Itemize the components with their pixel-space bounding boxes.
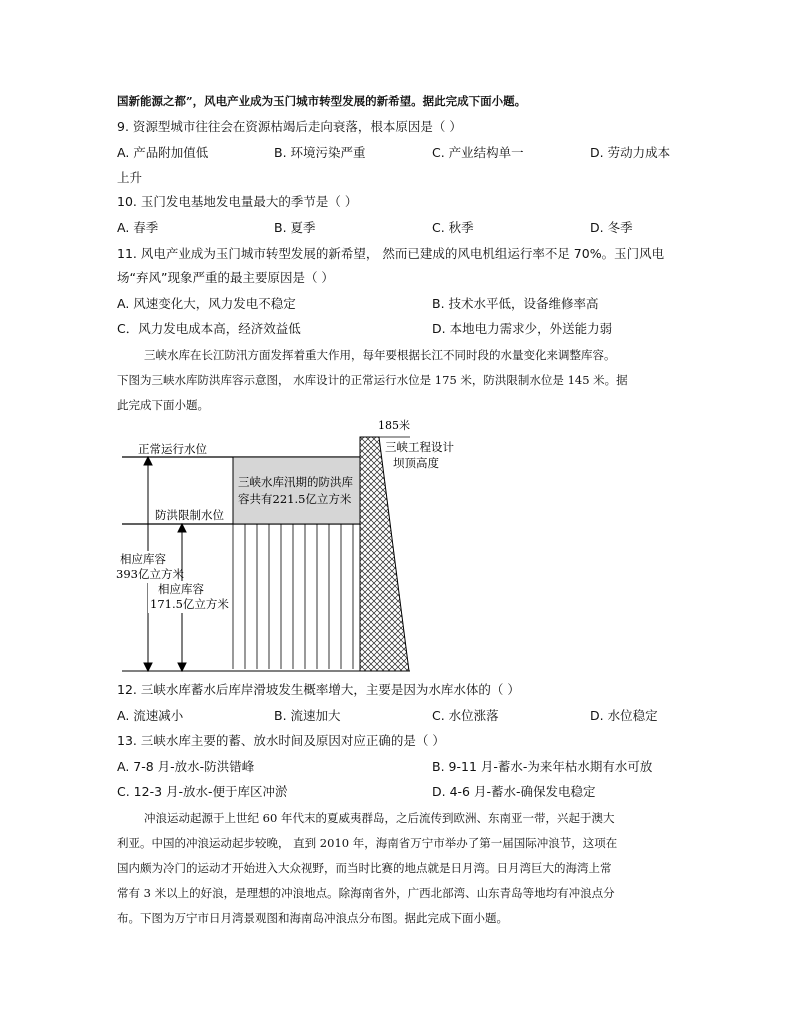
label-flood-limit: 防洪限制水位 xyxy=(155,508,224,522)
dam-body xyxy=(360,437,409,671)
intro-tail-text: 国新能源之都”，风电产业成为玉门城市转型发展的新希望。据此完成下面小题。 xyxy=(117,94,527,108)
passage3-line5: 布。下图为万宁市日月湾景观图和海南岛冲浪点分布图。据此完成下面小题。 xyxy=(117,911,508,925)
q9-stem: 9. 资源型城市往往会在资源枯竭后走向衰落，根本原因是（ ） xyxy=(117,119,462,134)
q12-option-b[interactable]: B. 流速加大 xyxy=(274,708,341,723)
passage2-line2: 下图为三峡水库防洪库容示意图， 水库设计的正常运行水位是 175 米，防洪限制水位是 145 米。据 xyxy=(117,373,628,387)
passage2-line3: 此完成下面小题。 xyxy=(117,398,209,412)
cap393-line1: 相应库容 xyxy=(120,552,166,566)
cap171-line1: 相应库容 xyxy=(158,582,204,596)
q10-option-a[interactable]: A. 春季 xyxy=(117,220,159,235)
q11-option-a[interactable]: A. 风速变化大，风力发电不稳定 xyxy=(117,296,296,311)
q9-option-d-wrap: 上升 xyxy=(117,170,143,185)
q9-option-d[interactable]: D. 劳动力成本 xyxy=(590,145,671,160)
dead-storage-hatch xyxy=(233,524,353,669)
q12-option-d[interactable]: D. 水位稳定 xyxy=(590,708,658,723)
passage3-line3: 国内颇为冷门的运动才开始进入大众视野，而当时比赛的地点就是日月湾。日月湾巨大的海湾上常 xyxy=(117,861,612,875)
q10-option-c[interactable]: C. 秋季 xyxy=(432,220,474,235)
q9-option-b[interactable]: B. 环境污染严重 xyxy=(274,145,366,160)
q12-stem: 12. 三峡水库蓄水后库岸滑坡发生概率增大，主要是因为水库水体的（ ） xyxy=(117,682,520,697)
passage3-line2: 利亚。中国的冲浪运动起步较晚， 直到 2010 年，海南省万宁市举办了第一届国际冲浪节，这项在 xyxy=(117,836,618,850)
flood-box-line1: 三峡水库汛期的防洪库 xyxy=(238,475,353,489)
q13-option-c[interactable]: C. 12-3 月-放水-便于库区冲淤 xyxy=(117,784,288,799)
passage2-line1: 三峡水库在长江防汛方面发挥着重大作用，每年要根据长江不同时段的水量变化来调整库容。 xyxy=(144,348,616,362)
q13-option-b[interactable]: B. 9-11 月-蓄水-为来年枯水期有水可放 xyxy=(432,759,653,774)
label-design-1: 三峡工程设计 xyxy=(385,440,454,454)
q9-option-c[interactable]: C. 产业结构单一 xyxy=(432,145,524,160)
cap171-line2: 171.5亿立方米 xyxy=(150,597,229,611)
reservoir-diagram xyxy=(110,415,470,677)
q10-option-d[interactable]: D. 冬季 xyxy=(590,220,633,235)
label-185m: 185米 xyxy=(378,419,410,432)
q11-stem-line2: 场“弃风”现象严重的最主要原因是（ ） xyxy=(117,270,334,285)
q11-option-b[interactable]: B. 技术水平低，设备维修率高 xyxy=(432,296,599,311)
q10-option-b[interactable]: B. 夏季 xyxy=(274,220,316,235)
passage3-line4: 常有 3 米以上的好浪，是理想的冲浪地点。除海南省外，广西北部湾、山东青岛等地均有冲浪点分 xyxy=(117,886,615,900)
q13-option-d[interactable]: D. 4-6 月-蓄水-确保发电稳定 xyxy=(432,784,596,799)
flood-box-line2: 容共有221.5亿立方米 xyxy=(238,492,352,506)
q9-option-a[interactable]: A. 产品附加值低 xyxy=(117,145,209,160)
cap393-line2: 393亿立方米 xyxy=(116,567,184,581)
q10-stem: 10. 玉门发电基地发电量最大的季节是（ ） xyxy=(117,194,358,209)
q13-stem: 13. 三峡水库主要的蓄、放水时间及原因对应正确的是（ ） xyxy=(117,733,445,748)
q11-option-d[interactable]: D. 本地电力需求少，外送能力弱 xyxy=(432,321,613,336)
q13-option-a[interactable]: A. 7-8 月-放水-防洪错峰 xyxy=(117,759,255,774)
passage3-line1: 冲浪运动起源于上世纪 60 年代末的夏威夷群岛，之后流传到欧洲、东南亚一带，兴起于澳大 xyxy=(144,811,615,825)
q12-option-a[interactable]: A. 流速减小 xyxy=(117,708,184,723)
q11-option-c[interactable]: C．风力发电成本高，经济效益低 xyxy=(117,321,301,336)
q12-option-c[interactable]: C. 水位涨落 xyxy=(432,708,499,723)
label-normal-level: 正常运行水位 xyxy=(138,442,207,456)
q11-stem-line1: 11. 风电产业成为玉门城市转型发展的新希望， 然而已建成的风电机组运行率不足 70%。玉门风电 xyxy=(117,246,665,261)
flood-storage-box xyxy=(233,457,360,524)
label-design-2: 坝顶高度 xyxy=(393,456,439,470)
